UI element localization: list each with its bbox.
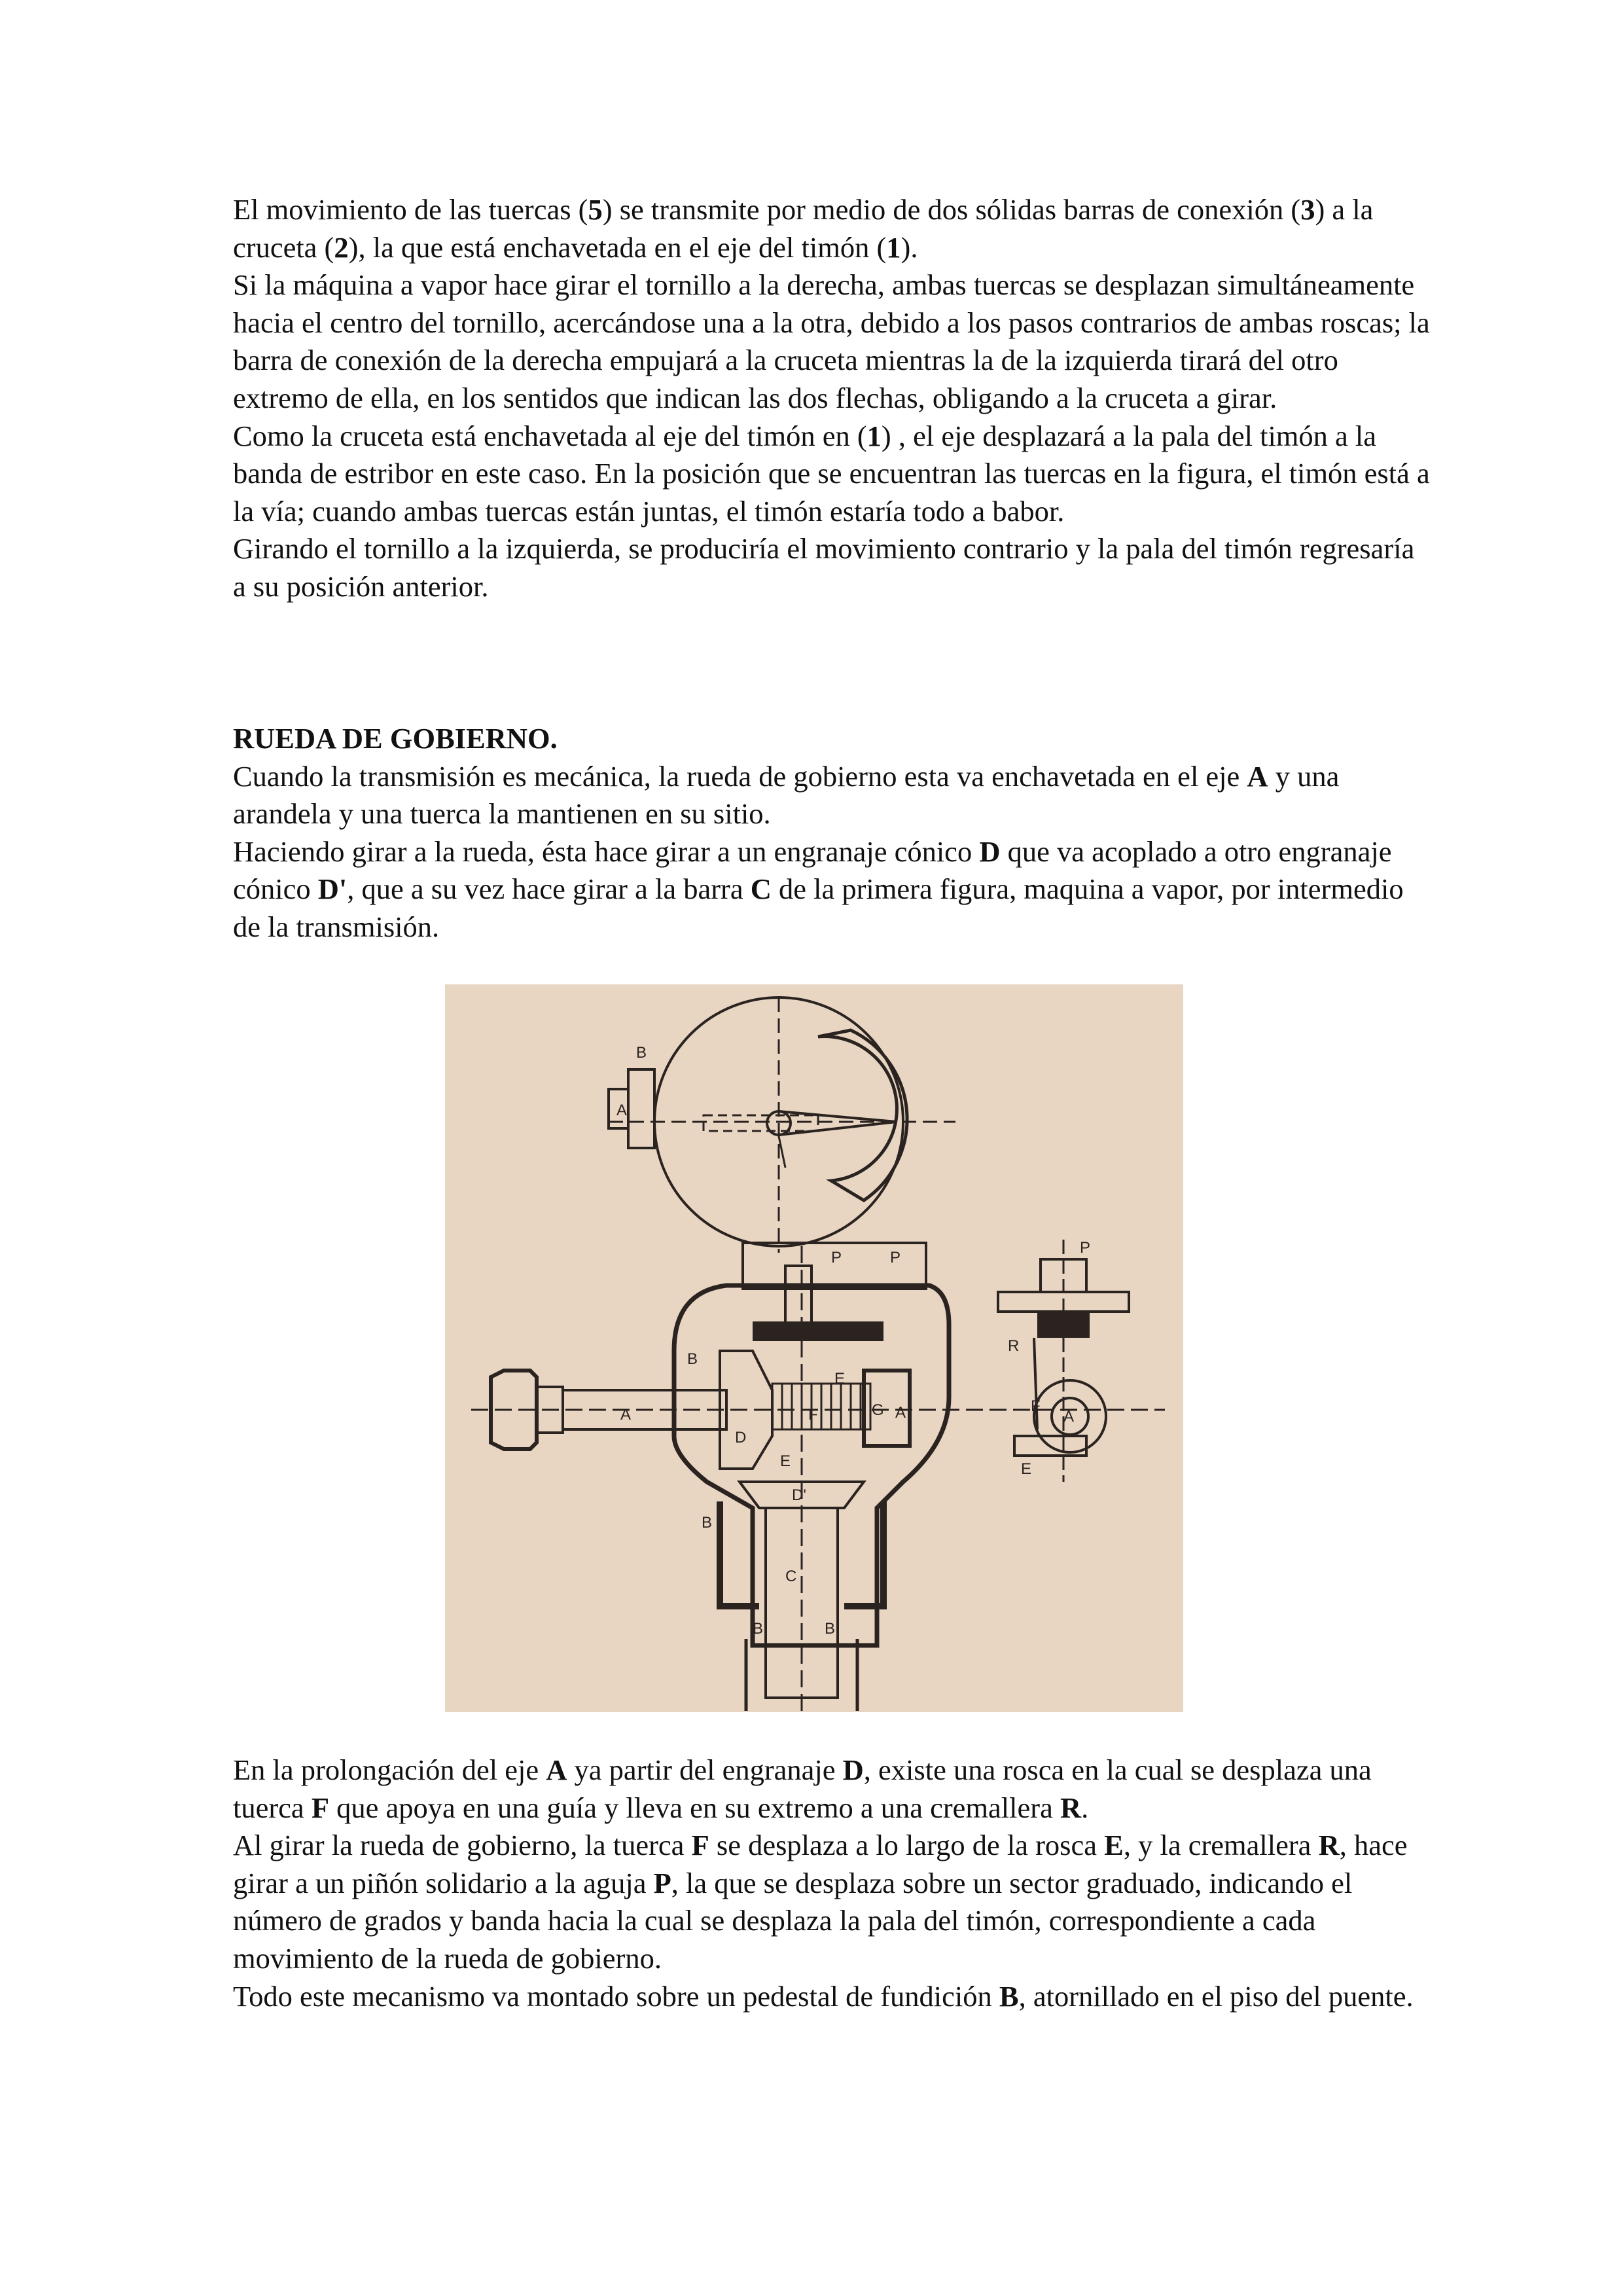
paragraph-9: Todo este mecanismo va montado sobre un pedestal de fundición B, atornillado en el piso del puente. [233,1979,1414,2013]
label-dial-b: B [636,1044,647,1062]
label-side-r: R [1008,1337,1020,1355]
label-b-left: B [687,1350,698,1368]
dial-flange [628,1069,654,1148]
paragraph-1: El movimiento de las tuercas (5) se transmite por medio de dos sólidas barras de conexión (3) a la cruceta (2), la que está enchavetada en el eje del timón (1). [233,193,1374,264]
thread-e [772,1384,870,1429]
label-top-p2: P [890,1249,901,1266]
label-side-e: E [1021,1460,1032,1478]
label-c-shaft: C [785,1568,797,1585]
label-side-a: A [1063,1408,1075,1426]
label-f-nut: F [808,1406,818,1424]
label-r-main: R [870,1327,882,1345]
label-b-base-right: B [825,1620,836,1638]
text-block-lower [233,1751,1431,2015]
label-side-f: F [1031,1397,1041,1415]
paragraph-6: Haciendo girar a la rueda, ésta hace girar a un engranaje cónico D que va acoplado a otro engranaje cónico D', que a su vez hace girar a la barra C de la primera figura, maquina a vapor, por intermedio de la transmisión. [233,834,1404,943]
label-axle-a: A [620,1406,632,1424]
label-side-p: P [1080,1239,1091,1257]
side-view [998,1240,1129,1482]
label-d-left: D [735,1429,747,1446]
paragraph-3: Como la cruceta está enchavetada al eje del timón en (1) , el eje desplazará a la pala del timón a la banda de estribor en este caso. En la posición que se encuentran las tuercas en la figura, el timón está a la vía; cuando ambas tuercas están juntas, el timón estaría todo a babor. [233,419,1430,528]
paragraph-5: Cuando la transmisión es mecánica, la rueda de gobierno esta va enchavetada en el eje A y una arandela y una tuerca la mantienen en su sitio. [233,759,1340,831]
paragraph-8: Al girar la rueda de gobierno, la tuerca F se desplaza a lo largo de la rosca E, y la cremallera R, hace girar a un piñón solidario a la aguja P, la que se desplaza sobre un sector graduado, indicando el número de grados y banda hacia la cual se desplaza la pala del timón, correspondiente a cada movimiento de la rueda de gobierno. [233,1829,1408,1975]
label-g: G [872,1401,884,1419]
label-dial-a: A [616,1102,628,1119]
label-b-base-left: B [753,1620,764,1638]
steering-mechanism-figure [445,984,1183,1712]
pinion-shaft [785,1266,812,1325]
paragraph-2: Si la máquina a vapor hace girar el tornillo a la derecha, ambas tuercas se desplazan simultáneamente hacia el centro del tornillo, acercándose una a la otra, debido a los pasos contrarios de ambas roscas; la barra de conexión de la derecha empujará a la cruceta mientras la de la izquierda tirará del otro extremo de ella, en los sentidos que indican las dos flechas, obligando a la cruceta a girar. [233,268,1430,414]
label-a-right: A [895,1404,906,1422]
paragraph-7: En la prolongación del eje A ya partir del engranaje D, existe una rosca en la cual se desplaza una tuerca F que apoya en una guía y lleva en su extremo a una cremallera R. [233,1753,1372,1824]
label-e-top: E [834,1370,846,1388]
text-block-middle [233,720,1431,946]
label-top-p1: P [831,1249,842,1266]
side-pinion-gear [1037,1312,1090,1338]
paragraph-4: Girando el tornillo a la izquierda, se produciría el movimiento contrario y la pala del timón regresaría a su posición anterior. [233,532,1415,603]
label-d-prime: D' [792,1486,806,1504]
mechanism-drawing [445,984,1183,1712]
indicator-dial [609,997,955,1253]
dial-hidden-shaft [704,1115,818,1131]
label-b-lower: B [702,1514,713,1532]
section-heading: RUEDA DE GOBIERNO. [233,722,558,755]
label-e-bottom: E [780,1452,791,1470]
text-block-upper [233,191,1431,606]
rack-bar [753,1321,883,1341]
